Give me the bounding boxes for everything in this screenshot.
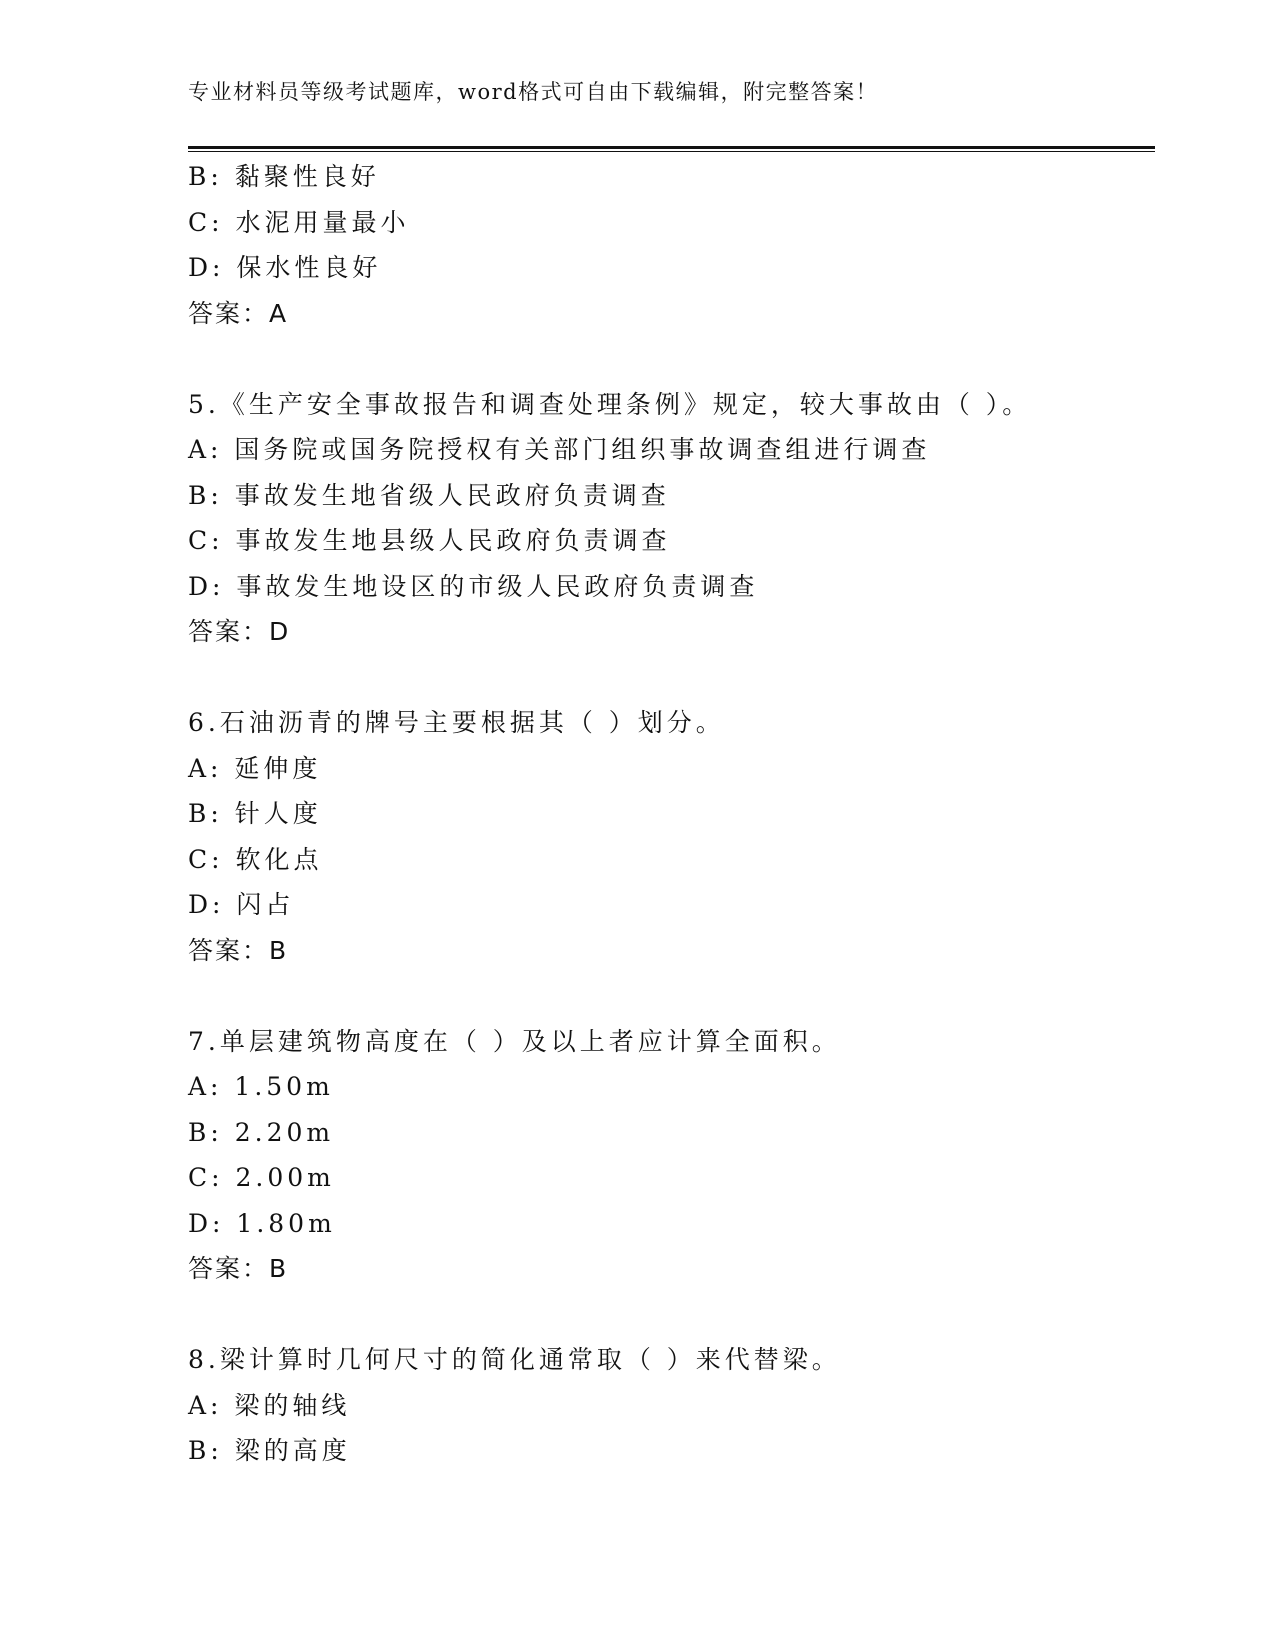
- option-line: D: 事故发生地设区的市级人民政府负责调查: [188, 571, 759, 601]
- option-line: D: 保水性良好: [188, 253, 382, 282]
- option-line: C: 水泥用量最小: [188, 207, 410, 237]
- question-spacer: [188, 655, 1148, 701]
- answer-line: 答案：B: [188, 1254, 289, 1283]
- header-rule-thin: [188, 151, 1155, 152]
- page-header: 专业材料员等级考试题库，word格式可自由下载编辑，附完整答案！: [188, 80, 879, 104]
- option-line: C: 事故发生地县级人民政府负责调查: [188, 526, 671, 555]
- question-content: [188, 154, 1148, 1474]
- question-text: 7.单层建筑物高度在（ ）及以上者应计算全面积。: [188, 1026, 841, 1056]
- option-line: D: 闪占: [188, 890, 295, 919]
- option-line: B: 针人度: [188, 799, 322, 828]
- option-line: A: 梁的轴线: [188, 1390, 351, 1420]
- answer-line: 答案：D: [188, 617, 291, 646]
- option-line: C: 软化点: [188, 844, 323, 874]
- header-rule-thick: [188, 146, 1155, 149]
- question-text: 6.石油沥青的牌号主要根据其（ ）划分。: [188, 708, 725, 737]
- option-line: B: 2.20m: [188, 1117, 335, 1147]
- question-spacer: [188, 1292, 1148, 1338]
- option-line: C: 2.00m: [188, 1163, 335, 1192]
- option-line: A: 1.50m: [188, 1072, 334, 1101]
- option-line: D: 1.80m: [188, 1208, 336, 1238]
- question-spacer: [188, 973, 1148, 1019]
- question-spacer: [188, 336, 1148, 382]
- question-text: 8.梁计算时几何尺寸的简化通常取（ ）来代替梁。: [188, 1345, 841, 1374]
- option-line: B: 事故发生地省级人民政府负责调查: [188, 480, 670, 510]
- option-line: B: 黏聚性良好: [188, 162, 380, 191]
- option-line: A: 延伸度: [188, 753, 322, 783]
- answer-line: 答案：A: [188, 298, 289, 328]
- answer-line: 答案：B: [188, 935, 289, 965]
- option-line: A: 国务院或国务院授权有关部门组织事故调查组进行调查: [188, 435, 931, 464]
- question-text: 5.《生产安全事故报告和调查处理条例》规定，较大事故由（ ）。: [188, 389, 1032, 419]
- option-line: B: 梁的高度: [188, 1436, 351, 1465]
